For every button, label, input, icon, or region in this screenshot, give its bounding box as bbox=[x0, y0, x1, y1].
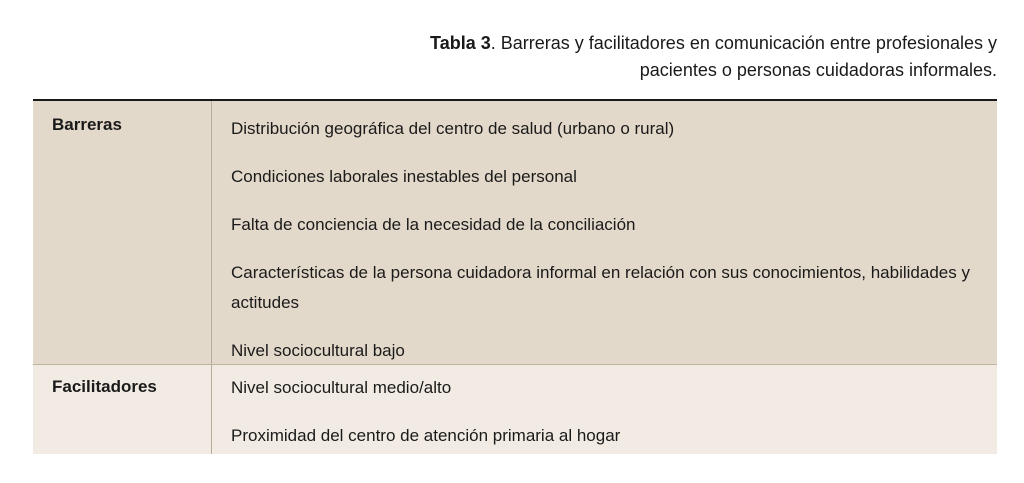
table-row-barreras bbox=[33, 101, 997, 365]
items-cell bbox=[212, 101, 997, 364]
list-item: Falta de conciencia de la necesidad de la conciliación bbox=[231, 215, 636, 234]
barriers-facilitators-table bbox=[33, 99, 997, 454]
category-cell: Barreras bbox=[33, 101, 212, 364]
list-item: Proximidad del centro de atención primaria al hogar bbox=[231, 426, 621, 445]
list-item: Nivel sociocultural bajo bbox=[231, 341, 405, 360]
table-caption bbox=[357, 30, 997, 84]
category-cell: Facilitadores bbox=[33, 365, 212, 454]
list-item: Nivel sociocultural medio/alto bbox=[231, 378, 452, 397]
list-item: Condiciones laborales inestables del personal bbox=[231, 167, 577, 186]
list-item: Características de la persona cuidadora informal en relación con sus conocimientos, habilidades y actitudes bbox=[231, 263, 970, 312]
table-caption-text: . Barreras y facilitadores en comunicación entre profesionales y pacientes o personas cuidadoras informales. bbox=[490, 33, 997, 80]
table-row-facilitadores bbox=[33, 365, 997, 454]
list-item: Distribución geográfica del centro de salud (urbano o rural) bbox=[231, 119, 675, 138]
table-caption-label: Tabla 3 bbox=[430, 33, 491, 53]
items-cell bbox=[212, 365, 997, 454]
